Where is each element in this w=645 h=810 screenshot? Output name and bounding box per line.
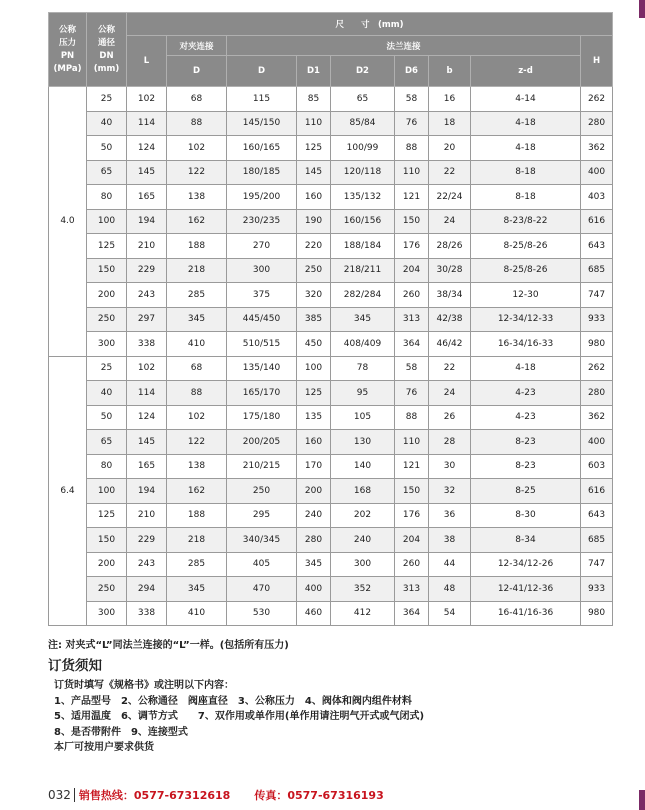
table-cell: 747: [581, 552, 613, 577]
order-line: 8、是否带附件 9、连接型式: [54, 726, 188, 738]
table-cell: 114: [127, 111, 167, 136]
table-cell: 145: [127, 430, 167, 455]
table-row: [49, 356, 613, 381]
order-list: [48, 678, 618, 756]
table-row: [49, 234, 613, 259]
table-cell: 300: [227, 258, 297, 283]
table-cell: 250: [87, 307, 127, 332]
header-col: D6: [395, 56, 429, 87]
table-cell: 400: [297, 577, 331, 602]
header-wafer: 对夹连接: [167, 36, 227, 56]
page-number: 032: [48, 788, 71, 802]
table-cell: 980: [581, 332, 613, 357]
header-col: D1: [297, 56, 331, 87]
table-cell: 8-25: [471, 479, 581, 504]
table-cell: 110: [395, 430, 429, 455]
table-cell: 176: [395, 503, 429, 528]
table-cell: 135/132: [331, 185, 395, 210]
table-cell: 122: [167, 160, 227, 185]
table-row: [49, 111, 613, 136]
table-cell: 100/99: [331, 136, 395, 161]
table-cell: 124: [127, 405, 167, 430]
table-cell: 115: [227, 87, 297, 112]
table-cell: 285: [167, 283, 227, 308]
table-note: 注: 对夹式“L”同法兰连接的“L”一样。(包括所有压力): [48, 640, 289, 651]
table-cell: 180/185: [227, 160, 297, 185]
table-cell: 12-30: [471, 283, 581, 308]
table-cell: 403: [581, 185, 613, 210]
header-col: b: [429, 56, 471, 87]
table-cell: 240: [297, 503, 331, 528]
table-cell: 88: [167, 381, 227, 406]
table-cell: 30/28: [429, 258, 471, 283]
table-cell: 38/34: [429, 283, 471, 308]
table-cell: 20: [429, 136, 471, 161]
table-cell: 78: [331, 356, 395, 381]
table-cell: 135: [297, 405, 331, 430]
table-row: [49, 479, 613, 504]
table-cell: 150: [87, 528, 127, 553]
header-col: D: [167, 56, 227, 87]
table-cell: 218/211: [331, 258, 395, 283]
table-cell: 130: [331, 430, 395, 455]
table-row: [49, 430, 613, 455]
table-cell: 114: [127, 381, 167, 406]
table-cell: 125: [87, 503, 127, 528]
table-cell: 50: [87, 405, 127, 430]
table-row: [49, 136, 613, 161]
table-cell: 12-34/12-26: [471, 552, 581, 577]
table-cell: 110: [395, 160, 429, 185]
table-cell: 65: [87, 160, 127, 185]
table-cell: 30: [429, 454, 471, 479]
table-cell: 230/235: [227, 209, 297, 234]
table-cell: 68: [167, 87, 227, 112]
table-row: [49, 577, 613, 602]
table-cell: 4-18: [471, 111, 581, 136]
table-row: [49, 258, 613, 283]
table-cell: 218: [167, 528, 227, 553]
table-cell: 229: [127, 528, 167, 553]
table-cell: 58: [395, 356, 429, 381]
table-cell: 747: [581, 283, 613, 308]
table-cell: 530: [227, 601, 297, 626]
header-l: L: [127, 36, 167, 87]
table-cell: 165: [127, 454, 167, 479]
table-cell: 8-25/8-26: [471, 234, 581, 259]
table-row: [49, 454, 613, 479]
table-cell: 48: [429, 577, 471, 602]
header-h: H: [581, 36, 613, 87]
table-cell: 410: [167, 332, 227, 357]
table-cell: 218: [167, 258, 227, 283]
table-cell: 364: [395, 601, 429, 626]
table-cell: 194: [127, 209, 167, 234]
table-cell: 295: [227, 503, 297, 528]
table-cell: 200: [87, 552, 127, 577]
table-cell: 285: [167, 552, 227, 577]
table-cell: 162: [167, 479, 227, 504]
table-cell: 405: [227, 552, 297, 577]
table-cell: 933: [581, 577, 613, 602]
table-cell: 510/515: [227, 332, 297, 357]
table-cell: 240: [331, 528, 395, 553]
pressure-cell: 4.0: [49, 87, 87, 357]
table-cell: 195/200: [227, 185, 297, 210]
table-cell: 200/205: [227, 430, 297, 455]
table-cell: 200: [297, 479, 331, 504]
table-cell: 85/84: [331, 111, 395, 136]
table-cell: 121: [395, 454, 429, 479]
table-cell: 165/170: [227, 381, 297, 406]
table-cell: 297: [127, 307, 167, 332]
table-cell: 88: [395, 405, 429, 430]
header-flange: 法兰连接: [227, 36, 581, 56]
edge-color-bar: [639, 790, 645, 810]
table-cell: 46/42: [429, 332, 471, 357]
table-cell: 338: [127, 601, 167, 626]
table-cell: 412: [331, 601, 395, 626]
table-cell: 140: [331, 454, 395, 479]
table-cell: 160: [297, 430, 331, 455]
table-cell: 80: [87, 454, 127, 479]
table-cell: 300: [87, 601, 127, 626]
table-cell: 280: [581, 111, 613, 136]
table-cell: 28: [429, 430, 471, 455]
table-cell: 18: [429, 111, 471, 136]
table-cell: 22: [429, 356, 471, 381]
table-cell: 190: [297, 209, 331, 234]
order-line: 本厂可按用户要求供货: [54, 742, 154, 753]
table-cell: 138: [167, 185, 227, 210]
table-cell: 345: [297, 552, 331, 577]
table-cell: 95: [331, 381, 395, 406]
table-row: [49, 307, 613, 332]
notes-section: [48, 636, 618, 756]
order-line: 1、产品型号 2、公称通径 阀座直径 3、公称压力 4、阀体和阀内组件材料: [54, 695, 412, 707]
table-row: [49, 528, 613, 553]
table-cell: 25: [87, 87, 127, 112]
table-cell: 24: [429, 381, 471, 406]
table-cell: 280: [581, 381, 613, 406]
table-cell: 210/215: [227, 454, 297, 479]
table-cell: 170: [297, 454, 331, 479]
table-cell: 643: [581, 234, 613, 259]
table-cell: 122: [167, 430, 227, 455]
table-cell: 364: [395, 332, 429, 357]
table-row: [49, 381, 613, 406]
table-cell: 145/150: [227, 111, 297, 136]
pressure-cell: 6.4: [49, 356, 87, 626]
table-cell: 270: [227, 234, 297, 259]
table-cell: 385: [297, 307, 331, 332]
table-cell: 102: [167, 405, 227, 430]
table-cell: 188: [167, 503, 227, 528]
table-cell: 44: [429, 552, 471, 577]
table-cell: 121: [395, 185, 429, 210]
table-cell: 16: [429, 87, 471, 112]
table-cell: 12-34/12-33: [471, 307, 581, 332]
table-cell: 643: [581, 503, 613, 528]
table-cell: 8-34: [471, 528, 581, 553]
table-row: [49, 283, 613, 308]
table-cell: 102: [167, 136, 227, 161]
table-row: [49, 160, 613, 185]
table-body: [49, 87, 613, 626]
table-row: [49, 209, 613, 234]
order-line: 5、适用温度 6、调节方式 7、双作用或单作用(单作用请注明气开式或气闭式): [54, 711, 425, 722]
fax-number: 传真：0577-67316193: [254, 789, 384, 802]
table-cell: 12-41/12-36: [471, 577, 581, 602]
table-row: [49, 552, 613, 577]
table-cell: 54: [429, 601, 471, 626]
table-cell: 160/165: [227, 136, 297, 161]
table-cell: 58: [395, 87, 429, 112]
table-cell: 375: [227, 283, 297, 308]
table-row: [49, 185, 613, 210]
table-cell: 16-34/16-33: [471, 332, 581, 357]
table-cell: 150: [395, 479, 429, 504]
table-row: [49, 332, 613, 357]
table-cell: 188/184: [331, 234, 395, 259]
table-cell: 120/118: [331, 160, 395, 185]
table-cell: 262: [581, 356, 613, 381]
table-cell: 125: [297, 136, 331, 161]
table-cell: 100: [87, 209, 127, 234]
table-cell: 345: [167, 307, 227, 332]
table-cell: 250: [87, 577, 127, 602]
table-cell: 8-23: [471, 454, 581, 479]
table-cell: 24: [429, 209, 471, 234]
table-cell: 4-14: [471, 87, 581, 112]
table-cell: 32: [429, 479, 471, 504]
header-pn: 公称 压力 PN (MPa): [49, 13, 87, 87]
page-footer: [48, 787, 384, 803]
table-cell: 145: [127, 160, 167, 185]
table-cell: 470: [227, 577, 297, 602]
table-row: [49, 87, 613, 112]
table-cell: 616: [581, 479, 613, 504]
table-cell: 42/38: [429, 307, 471, 332]
table-cell: 4-23: [471, 405, 581, 430]
table-cell: 250: [227, 479, 297, 504]
table-cell: 188: [167, 234, 227, 259]
table-cell: 26: [429, 405, 471, 430]
table-cell: 85: [297, 87, 331, 112]
table-cell: 202: [331, 503, 395, 528]
table-cell: 616: [581, 209, 613, 234]
table-cell: 100: [297, 356, 331, 381]
table-row: [49, 503, 613, 528]
table-cell: 22: [429, 160, 471, 185]
table-cell: 65: [87, 430, 127, 455]
table-cell: 160: [297, 185, 331, 210]
table-cell: 160/156: [331, 209, 395, 234]
table-row: [49, 405, 613, 430]
table-cell: 102: [127, 87, 167, 112]
table-cell: 345: [167, 577, 227, 602]
table-cell: 204: [395, 258, 429, 283]
table-cell: 125: [87, 234, 127, 259]
table-cell: 25: [87, 356, 127, 381]
table-cell: 685: [581, 528, 613, 553]
table-cell: 105: [331, 405, 395, 430]
table-cell: 210: [127, 234, 167, 259]
table-cell: 76: [395, 111, 429, 136]
table-cell: 138: [167, 454, 227, 479]
table-cell: 36: [429, 503, 471, 528]
table-cell: 362: [581, 136, 613, 161]
table-cell: 262: [581, 87, 613, 112]
table-cell: 162: [167, 209, 227, 234]
header-col: z-d: [471, 56, 581, 87]
table-cell: 200: [87, 283, 127, 308]
edge-color-bar: [639, 0, 645, 18]
table-cell: 124: [127, 136, 167, 161]
table-cell: 300: [87, 332, 127, 357]
header-col: D2: [331, 56, 395, 87]
table-cell: 165: [127, 185, 167, 210]
footer-divider: [74, 788, 75, 802]
table-cell: 294: [127, 577, 167, 602]
table-cell: 450: [297, 332, 331, 357]
order-title: 订货须知: [48, 658, 102, 674]
table-cell: 88: [167, 111, 227, 136]
table-cell: 80: [87, 185, 127, 210]
header-dn: 公称 通径 DN (mm): [87, 13, 127, 87]
table-cell: 260: [395, 552, 429, 577]
table-cell: 88: [395, 136, 429, 161]
table-cell: 340/345: [227, 528, 297, 553]
table-cell: 8-23: [471, 430, 581, 455]
table-cell: 229: [127, 258, 167, 283]
table-cell: 243: [127, 283, 167, 308]
header-size: 尺 寸 (mm): [127, 13, 613, 36]
table-cell: 135/140: [227, 356, 297, 381]
sales-hotline: 销售热线：0577-67312618: [78, 789, 231, 802]
table-cell: 980: [581, 601, 613, 626]
table-cell: 410: [167, 601, 227, 626]
table-cell: 110: [297, 111, 331, 136]
table-cell: 400: [581, 430, 613, 455]
table-cell: 8-25/8-26: [471, 258, 581, 283]
table-cell: 4-23: [471, 381, 581, 406]
order-line: 订货时填写《规格书》或注明以下内容：: [54, 680, 234, 691]
header-col: D: [227, 56, 297, 87]
table-cell: 408/409: [331, 332, 395, 357]
table-cell: 100: [87, 479, 127, 504]
table-cell: 40: [87, 381, 127, 406]
table-cell: 50: [87, 136, 127, 161]
table-cell: 313: [395, 307, 429, 332]
table-cell: 175/180: [227, 405, 297, 430]
table-cell: 65: [331, 87, 395, 112]
table-cell: 362: [581, 405, 613, 430]
table-cell: 145: [297, 160, 331, 185]
table-cell: 4-18: [471, 356, 581, 381]
table-cell: 282/284: [331, 283, 395, 308]
table-cell: 16-41/16-36: [471, 601, 581, 626]
table-cell: 38: [429, 528, 471, 553]
table-cell: 8-18: [471, 185, 581, 210]
table-cell: 243: [127, 552, 167, 577]
table-cell: 320: [297, 283, 331, 308]
table-cell: 445/450: [227, 307, 297, 332]
table-cell: 8-18: [471, 160, 581, 185]
table-cell: 68: [167, 356, 227, 381]
table-cell: 4-18: [471, 136, 581, 161]
table-cell: 194: [127, 479, 167, 504]
table-cell: 250: [297, 258, 331, 283]
table-cell: 204: [395, 528, 429, 553]
table-cell: 150: [87, 258, 127, 283]
table-cell: 345: [331, 307, 395, 332]
table-cell: 338: [127, 332, 167, 357]
table-cell: 300: [331, 552, 395, 577]
table-cell: 22/24: [429, 185, 471, 210]
table-cell: 8-23/8-22: [471, 209, 581, 234]
table-cell: 280: [297, 528, 331, 553]
table-cell: 176: [395, 234, 429, 259]
table-cell: 168: [331, 479, 395, 504]
table-cell: 76: [395, 381, 429, 406]
table-cell: 8-30: [471, 503, 581, 528]
spec-table: [48, 12, 613, 626]
table-row: [49, 601, 613, 626]
table-cell: 125: [297, 381, 331, 406]
table-cell: 460: [297, 601, 331, 626]
table-cell: 685: [581, 258, 613, 283]
table-cell: 933: [581, 307, 613, 332]
table-cell: 150: [395, 209, 429, 234]
table-cell: 220: [297, 234, 331, 259]
table-cell: 102: [127, 356, 167, 381]
table-cell: 352: [331, 577, 395, 602]
table-cell: 260: [395, 283, 429, 308]
table-cell: 40: [87, 111, 127, 136]
table-cell: 313: [395, 577, 429, 602]
table-cell: 400: [581, 160, 613, 185]
table-cell: 28/26: [429, 234, 471, 259]
table-cell: 210: [127, 503, 167, 528]
table-cell: 603: [581, 454, 613, 479]
